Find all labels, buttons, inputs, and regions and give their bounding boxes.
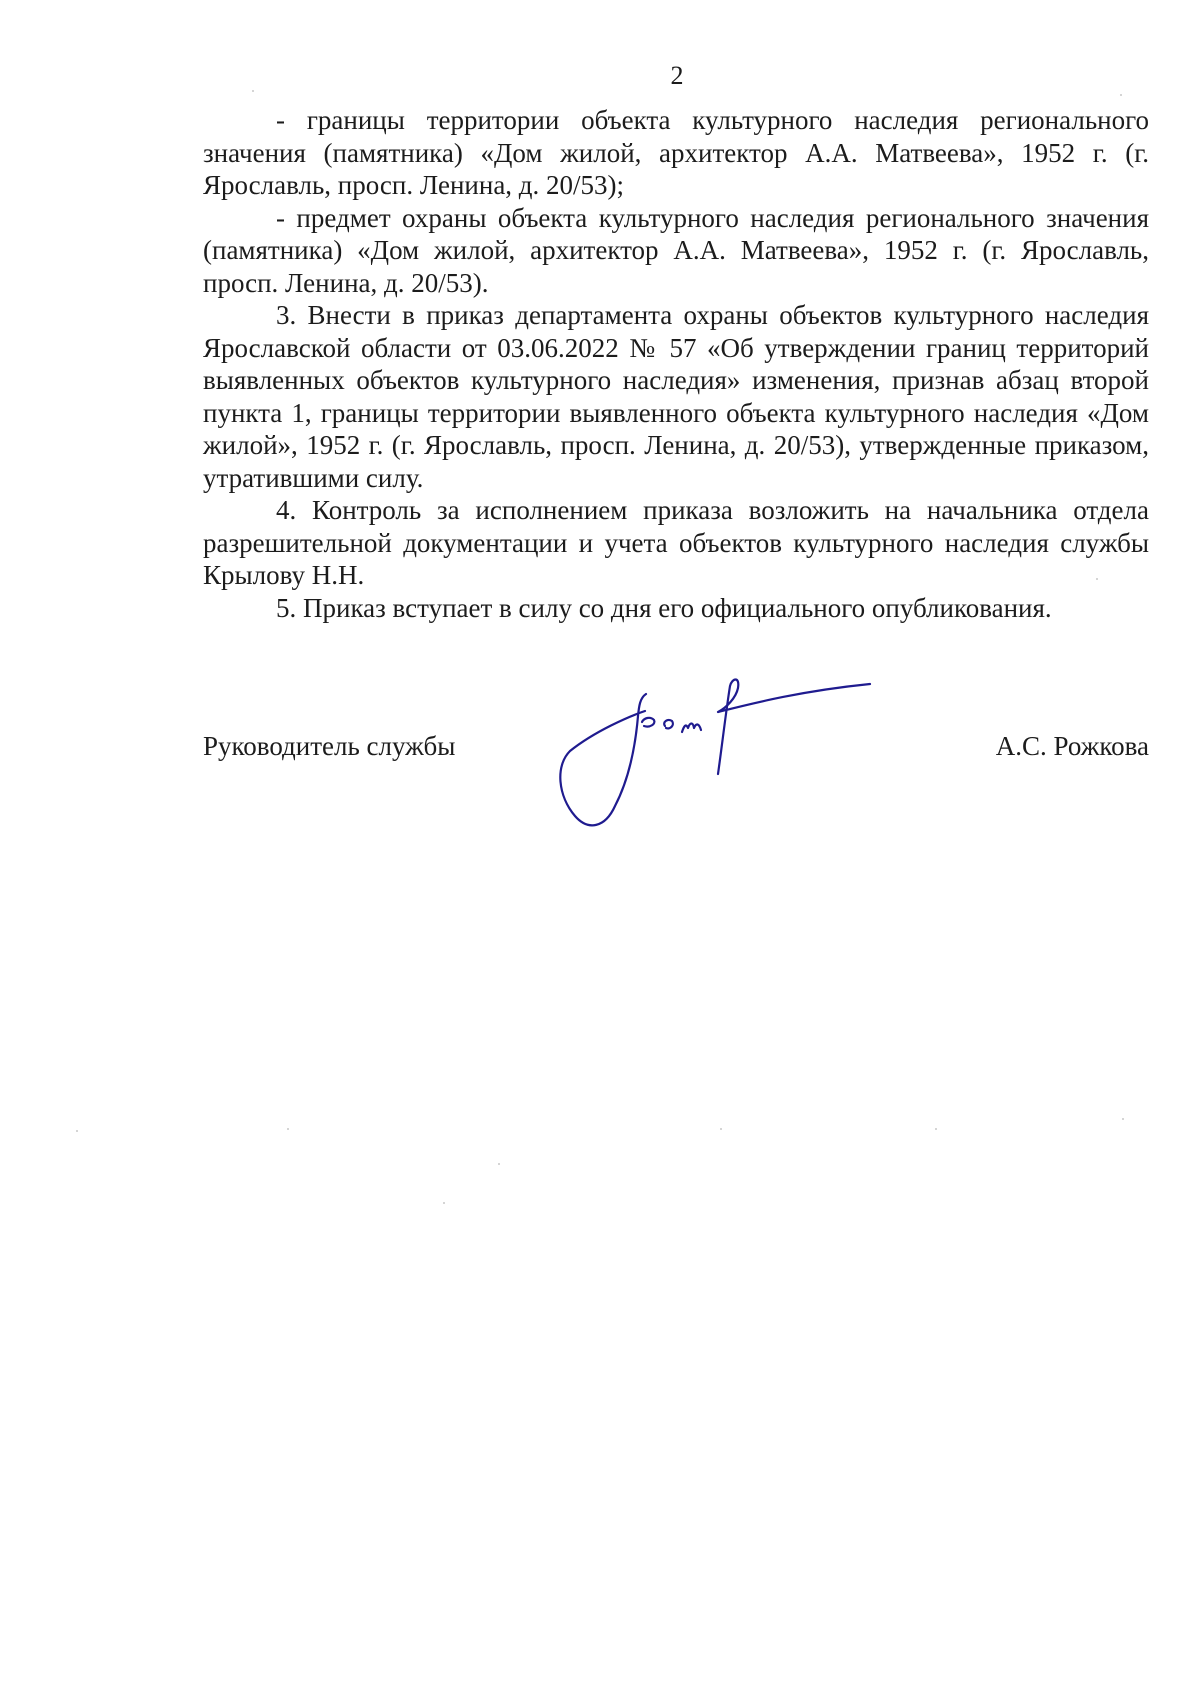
paragraph-protection-subject: - предмет охраны объекта культурного наследия регионального значения (памятника) «Дом жилой, архитектор А.А. Матвеева», 1952 г. (г. Ярославль, просп. Ленина, д. 20/53). xyxy=(203,202,1149,298)
scan-speck xyxy=(498,1163,500,1165)
paragraph-item-3: 3. Внести в приказ департамента охраны объектов культурного наследия Ярославской области от 03.06.2022 № 57 «Об утверждении границ территорий выявленных объектов культурного наследия» изменения, признав абзац второй пункта 1, границы территории выявленного объекта культурного наследия «Дом жилой», 1952 г. (г. Ярославль, просп. Ленина, д. 20/53), утвержденные приказом, утратившими силу. xyxy=(203,300,1149,493)
scan-speck xyxy=(287,1128,289,1130)
scan-speck xyxy=(1096,578,1098,580)
scan-speck xyxy=(1122,1118,1124,1120)
document-body xyxy=(203,104,1149,624)
paragraph-item-5: 5. Приказ вступает в силу со дня его официального опубликования. xyxy=(276,592,1052,623)
paragraph-item-4: 4. Контроль за исполнением приказа возложить на начальника отдела разрешительной документации и учета объектов культурного наследия службы Крылову Н.Н. xyxy=(203,495,1149,590)
scan-speck xyxy=(1120,94,1122,96)
scan-speck xyxy=(252,90,254,92)
scan-speck xyxy=(76,1130,78,1132)
handwritten-signature xyxy=(550,676,875,836)
scan-speck xyxy=(720,1128,722,1130)
page-number: 2 xyxy=(670,61,684,90)
signatory-position: Руководитель службы xyxy=(203,731,456,761)
scan-speck xyxy=(935,1128,937,1130)
signatory-name: А.С. Рожкова xyxy=(995,731,1149,761)
scan-speck xyxy=(443,1202,445,1204)
paragraph-territory-boundaries: - границы территории объекта культурного наследия регионального значения (памятника) «Дом жилой, архитектор А.А. Матвеева», 1952 г. (г. Ярославль, просп. Ленина, д. 20/53); xyxy=(203,105,1149,200)
